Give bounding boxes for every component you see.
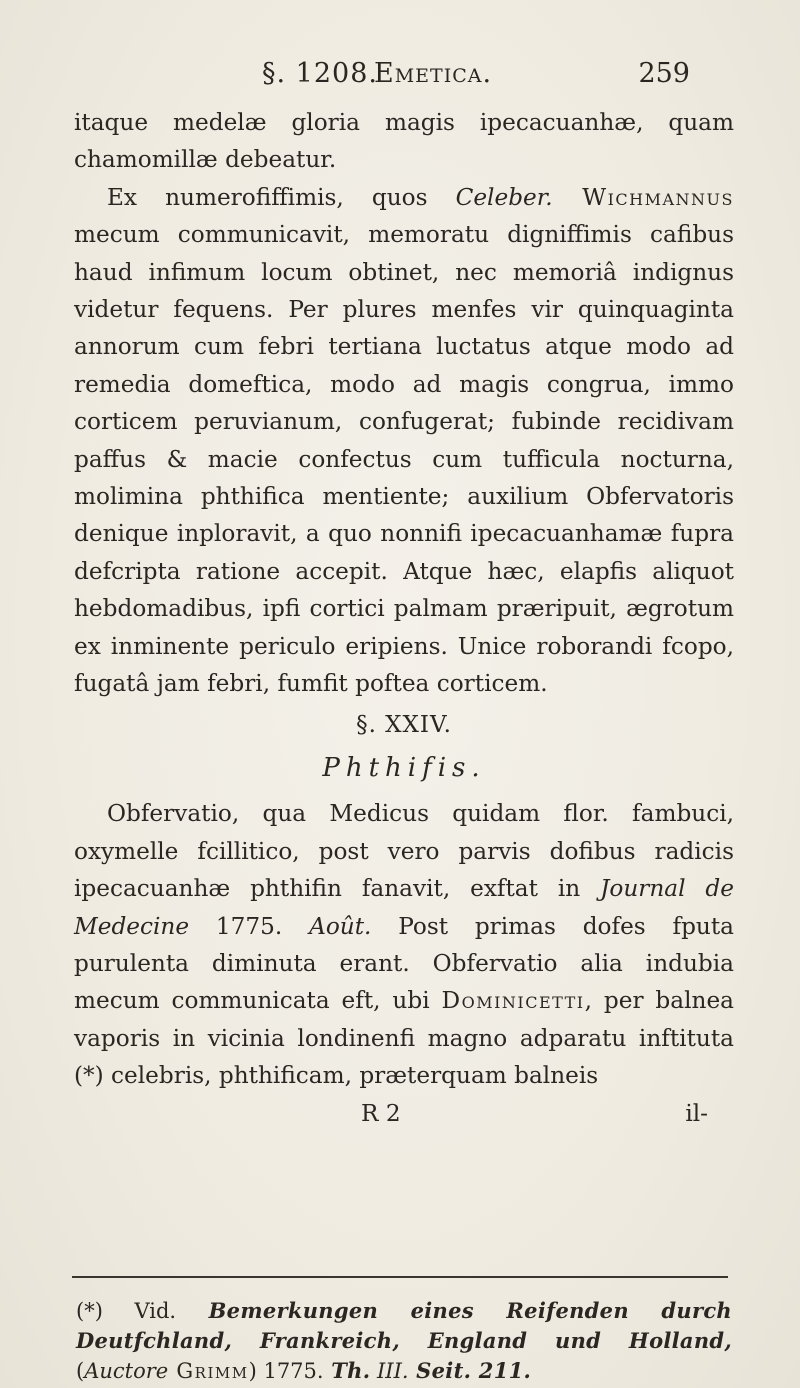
- paragraph-phthisis: [74, 795, 734, 1094]
- section-title: Phthifis.: [322, 752, 486, 783]
- paragraph-wichmann-case: [74, 179, 734, 703]
- paragraph-text: Post primas dofes fputa purulenta diminuta erant. Obfervatio alia indubia mecum communicata eft, ubi: [74, 912, 734, 1015]
- paragraph-text: 1775.: [189, 912, 310, 940]
- footnote-marker: (*) Vid.: [76, 1299, 177, 1323]
- footnote-text-part: (: [76, 1359, 85, 1383]
- paragraph-text: Obfervatio, qua Medicus quidam flor. fambuci, oxymelle fcillitico, post vero parvis dofibus radicis ipecacuanhæ phthifin fanavit, exftat in: [74, 800, 734, 903]
- running-head: [0, 58, 800, 98]
- footnote-auctore: Auctore: [84, 1359, 169, 1383]
- journal-month: Août.: [309, 912, 372, 940]
- footnote-author: Grimm: [168, 1359, 249, 1383]
- page-number: 259: [638, 58, 690, 89]
- footnote-text: [76, 1296, 732, 1386]
- section-number: §. XXIV.: [356, 711, 452, 738]
- footnote-rule: [72, 1276, 728, 1278]
- footnote-text-part: ) 1775.: [248, 1359, 324, 1383]
- footnote-gothic-title: Bemerkungen eines Reifenden durch Deutfchland, Frankreich, England und Holland,: [76, 1298, 732, 1353]
- journal-title: Journal de Medecine: [74, 875, 734, 940]
- header-title: Emetica.: [374, 58, 493, 89]
- signature-mark: R 2: [361, 1099, 401, 1127]
- paragraph-continuation: itaque medelæ gloria magis ipecacuanhæ, quam chamomillæ debeatur.: [74, 109, 734, 174]
- title-celeber: Celeber.: [455, 183, 553, 211]
- main-text: [74, 104, 734, 1132]
- paragraph-text: mecum communicavit, memoratu digniffimis cafibus haud infimum locum obtinet, nec memoriâ indignus videtur fequens. Per plures menfes vir quinquaginta annorum cum febri tertiana luctatus atque modo ad remedia domeftica, modo ad magis congrua, immo corticem peruvianum, confugerat; fubinde recidivam paffus & macie confectus cum tufficula nocturna, molimina phthifica mentiente; auxilium Obfervatoris denique inploravit, a quo nonnifi ipecacuanhamæ fupra defcripta ratione accepit. Atque hæc, elapfis aliquot hebdomadibus, ipfi cortici palmam præripuit, ægrotum ex inminente periculo eripiens. Unice roborandi fcopo, fugatâ jam febri, fumfit poftea corticem.: [74, 221, 734, 698]
- catchline: [74, 1095, 734, 1132]
- paragraph-text: , per balnea vaporis in vicinia londinenfi magno adparatu inftituta (*) celebris, phthificam, præterquam balneis: [74, 987, 734, 1090]
- footnote-gothic-part: Th.: [323, 1358, 371, 1383]
- catchword: il-: [685, 1099, 708, 1127]
- person-name: Wichmannus: [552, 183, 735, 211]
- footnote-gothic-page: Seit. 211.: [408, 1358, 532, 1383]
- header-section-number: §. 1208.: [262, 58, 378, 89]
- person-name: Dominicetti: [441, 987, 585, 1015]
- footnote: [76, 1296, 732, 1386]
- paragraph-text: Ex numerofiffimis, quos: [107, 183, 456, 211]
- footnote-volume: III.: [370, 1359, 409, 1383]
